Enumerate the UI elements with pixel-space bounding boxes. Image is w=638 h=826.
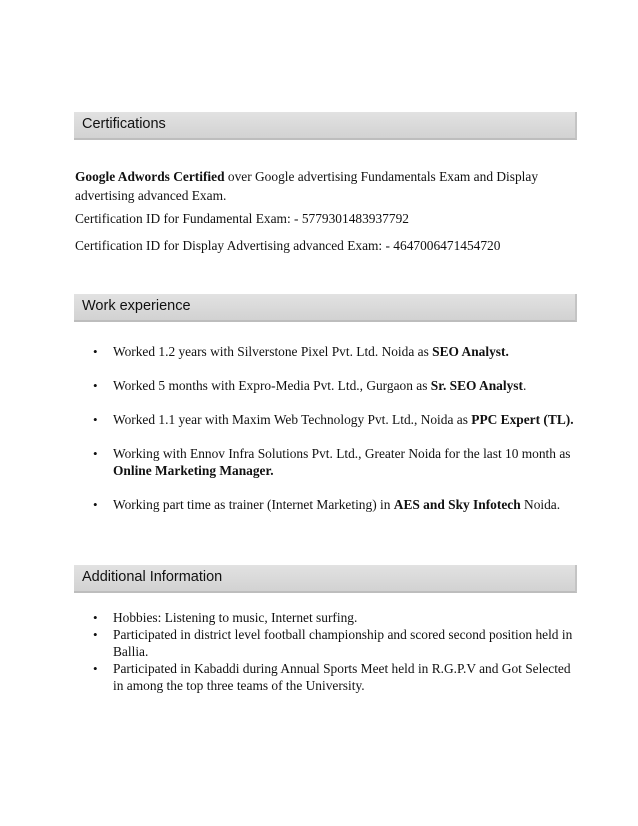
list-item: • Hobbies: Listening to music, Internet surfing.: [75, 609, 575, 626]
additional-information-header: [74, 565, 577, 593]
additional-information-title: Additional Information: [82, 569, 223, 585]
display-exam-id: Certification ID for Display Advertising advanced Exam: - 4647006471454720: [75, 238, 501, 253]
list-item: • Participated in district level football championship and scored second position held in Ballia.: [75, 626, 575, 660]
list-item: • Working part time as trainer (Internet Marketing) in AES and Sky Infotech Noida.: [75, 496, 575, 513]
work-experience-title: Work experience: [82, 298, 191, 314]
list-item: • Working with Ennov Infra Solutions Pvt. Ltd., Greater Noida for the last 10 month as Online Marketing Manager.: [75, 445, 575, 479]
certifications-title: Certifications: [82, 116, 166, 132]
adwords-certified-label: Google Adwords Certified: [75, 169, 225, 184]
list-item: • Worked 5 months with Expro-Media Pvt. Ltd., Gurgaon as Sr. SEO Analyst.: [75, 377, 575, 394]
list-item: • Worked 1.2 years with Silverstone Pixel Pvt. Ltd. Noida as SEO Analyst.: [75, 343, 575, 360]
fundamental-exam-id: Certification ID for Fundamental Exam: - 5779301483937792: [75, 211, 409, 226]
certifications-header: [74, 112, 577, 140]
additional-information-list: [75, 609, 575, 694]
adwords-certification-text: [75, 167, 575, 205]
adwords-certification-detail: over Google advertising Fundamentals Exam and Display advertising advanced Exam.: [75, 169, 539, 203]
list-item: • Participated in Kabaddi during Annual Sports Meet held in R.G.P.V and Got Selected in among the top three teams of the University.: [75, 660, 575, 694]
work-experience-header: [74, 294, 577, 322]
work-experience-list: [75, 343, 575, 530]
list-item: • Worked 1.1 year with Maxim Web Technology Pvt. Ltd., Noida as PPC Expert (TL).: [75, 411, 575, 428]
